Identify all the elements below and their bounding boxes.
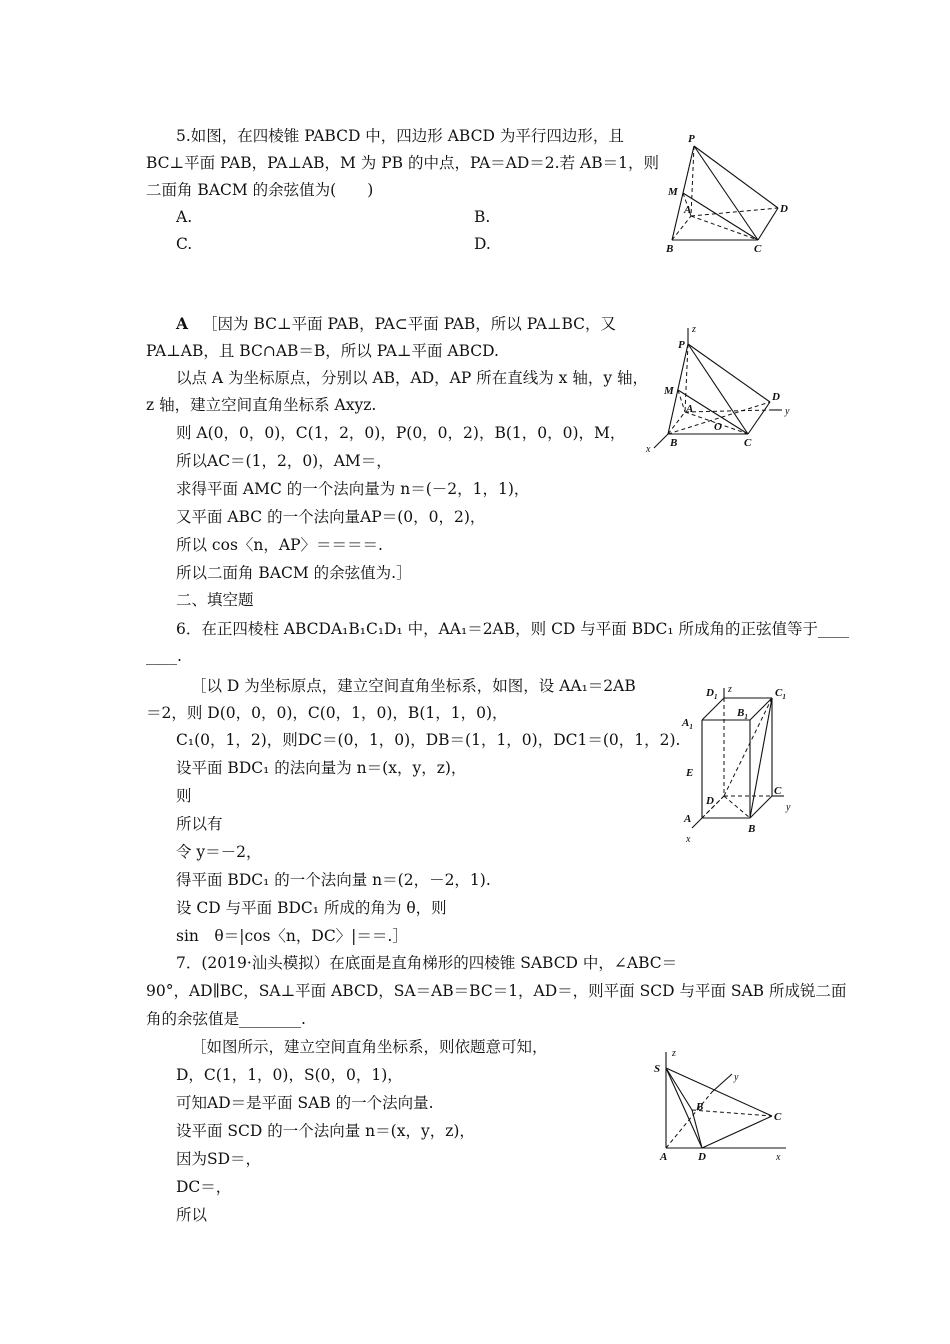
a7-line-3: 可知AD＝是平面 SAB 的一个法向量. [176, 1094, 434, 1112]
q7-line-1: 7．(2019·汕头模拟）在底面是直角梯形的四棱锥 SABCD 中，∠ABC＝ [176, 954, 678, 972]
label-d: D [780, 203, 788, 215]
a7-line-6: DC＝， [176, 1178, 232, 1196]
a7-line-7: 所以 [176, 1206, 208, 1224]
label-o: O [714, 421, 722, 433]
label-x-axis: x [646, 444, 651, 455]
a5-line-4: z 轴，建立空间直角坐标系 Axyz. [146, 396, 377, 414]
label-d: D [706, 795, 714, 807]
a5-line-3: 以点 A 为坐标原点，分别以 AB，AD，AP 所在直线为 x 轴，y 轴， [176, 369, 649, 387]
a7-line-1: ［如图所示，建立空间直角坐标系，则依题意可知， [191, 1038, 548, 1056]
label-d1: $D_1$ [706, 687, 718, 701]
q7-line-3: 角的余弦值是________. [146, 1010, 306, 1028]
q6-line-2: ____. [146, 647, 182, 665]
a5-line-9: 所以 cos〈n，AP〉＝＝＝＝. [176, 536, 383, 554]
q5-option-d: D. [474, 235, 491, 253]
label-a: A [684, 813, 692, 825]
figure-prism-q6 [676, 684, 806, 849]
label-y-axis: y [785, 406, 790, 417]
a5-line-1-text: ［因为 BC⊥平面 PAB，PA⊂平面 PAB，所以 PA⊥BC，又 [202, 315, 617, 333]
a5-answer: A [176, 314, 189, 333]
label-b: B [670, 437, 678, 449]
a5-line-8: 又平面 ABC 的一个法向量AP＝(0，0，2)， [176, 508, 486, 526]
q6-line-1: 6．在正四棱柱 ABCDA₁B₁C₁D₁ 中，AA₁＝2AB，则 CD 与平面 BDC₁ 所成角的正弦值等于____ [176, 620, 850, 638]
a7-line-2: D，C(1，1，0)，S(0，0，1)， [176, 1066, 403, 1084]
label-b: B [666, 243, 674, 255]
figure-pyramid-q5 [660, 128, 800, 258]
label-p: P [688, 133, 695, 145]
label-b: B [748, 823, 756, 835]
label-c: C [774, 785, 782, 797]
label-a: A [686, 403, 694, 415]
label-s: S [654, 1063, 661, 1075]
section-heading: 二、填空题 [176, 591, 254, 609]
a5-line-10: 所以二面角 BACM 的余弦值为.］ [176, 564, 412, 582]
label-b: B [696, 1101, 704, 1113]
label-b1: $B_1$ [737, 707, 748, 721]
figure-pyramid-coordinates [640, 322, 800, 457]
label-m: M [664, 385, 674, 397]
label-a: A [660, 1151, 668, 1163]
label-z-axis: z [728, 684, 732, 695]
label-d: D [698, 1151, 706, 1163]
label-x-axis: x [776, 1152, 781, 1163]
a7-line-5: 因为SD＝， [176, 1150, 262, 1168]
a5-line-5: 则 A(0，0，0)，C(1，2，0)，P(0，0，2)，B(1，0，0)，M， [176, 424, 626, 442]
label-x-axis: x [686, 834, 691, 845]
label-a1: $A_1$ [682, 717, 693, 731]
label-c1: $C_1$ [775, 687, 786, 701]
label-z-axis: z [672, 1048, 676, 1059]
q5-line-2: BC⊥平面 PAB，PA⊥AB，M 为 PB 的中点，PA＝AD＝2.若 AB＝1，则 [146, 154, 659, 172]
a6-line-1: ［以 D 为坐标原点，建立空间直角坐标系，如图，设 AA₁＝2AB [191, 677, 636, 695]
a5-line-1 [176, 314, 616, 334]
q5-option-a: A. [176, 208, 193, 226]
a6-line-10: sin θ＝|cos〈n，DC〉|＝＝.］ [176, 927, 408, 945]
q7-line-2: 90°，AD∥BC，SA⊥平面 ABCD，SA＝AB＝BC＝1，AD＝，则平面 SCD 与平面 SAB 所成锐二面 [146, 982, 847, 1000]
label-y-axis: y [786, 802, 791, 813]
q5-line-1: 5.如图，在四棱锥 PABCD 中，四边形 ABCD 为平行四边形，且 [176, 127, 624, 145]
label-z-axis: z [692, 324, 696, 335]
a6-line-7: 令 y＝－2， [176, 843, 262, 861]
a5-line-6: 所以AC＝(1，2，0)，AM＝， [176, 452, 392, 470]
label-a: A [684, 204, 692, 216]
a5-line-7: 求得平面 AMC 的一个法向量为 n＝(－2，1，1)， [176, 480, 530, 498]
a7-line-4: 设平面 SCD 的一个法向量 n＝(x，y，z)， [176, 1122, 475, 1140]
a6-line-8: 得平面 BDC₁ 的一个法向量 n＝(2，－2，1). [176, 871, 491, 889]
a6-line-3: C₁(0，1，2)，则DC＝(0，1，0)，DB＝(1，1，0)，DC1＝(0，1，2). [176, 731, 681, 749]
a6-line-2: ＝2，则 D(0，0，0)，C(0，1，0)，B(1，1，0)， [146, 704, 508, 722]
q5-option-c: C. [176, 235, 193, 253]
label-c: C [744, 437, 752, 449]
q5-option-b: B. [474, 208, 491, 226]
q5-line-3: 二面角 BACM 的余弦值为( ) [146, 181, 374, 199]
a6-line-9: 设 CD 与平面 BDC₁ 所成的角为 θ，则 [176, 899, 447, 917]
label-c: C [754, 243, 762, 255]
a6-line-5: 则 [176, 787, 192, 805]
label-e: E [686, 767, 694, 779]
label-y-axis: y [734, 1072, 739, 1083]
label-d: D [772, 391, 780, 403]
label-p: P [678, 339, 685, 351]
a6-line-4: 设平面 BDC₁ 的法向量为 n＝(x，y，z)， [176, 759, 467, 777]
a6-line-6: 所以有 [176, 815, 223, 833]
label-c: C [774, 1111, 782, 1123]
label-m: M [668, 186, 678, 198]
figure-pyramid-q7 [652, 1044, 802, 1164]
a5-line-2: PA⊥AB，且 BC∩AB＝B，所以 PA⊥平面 ABCD. [146, 342, 499, 360]
